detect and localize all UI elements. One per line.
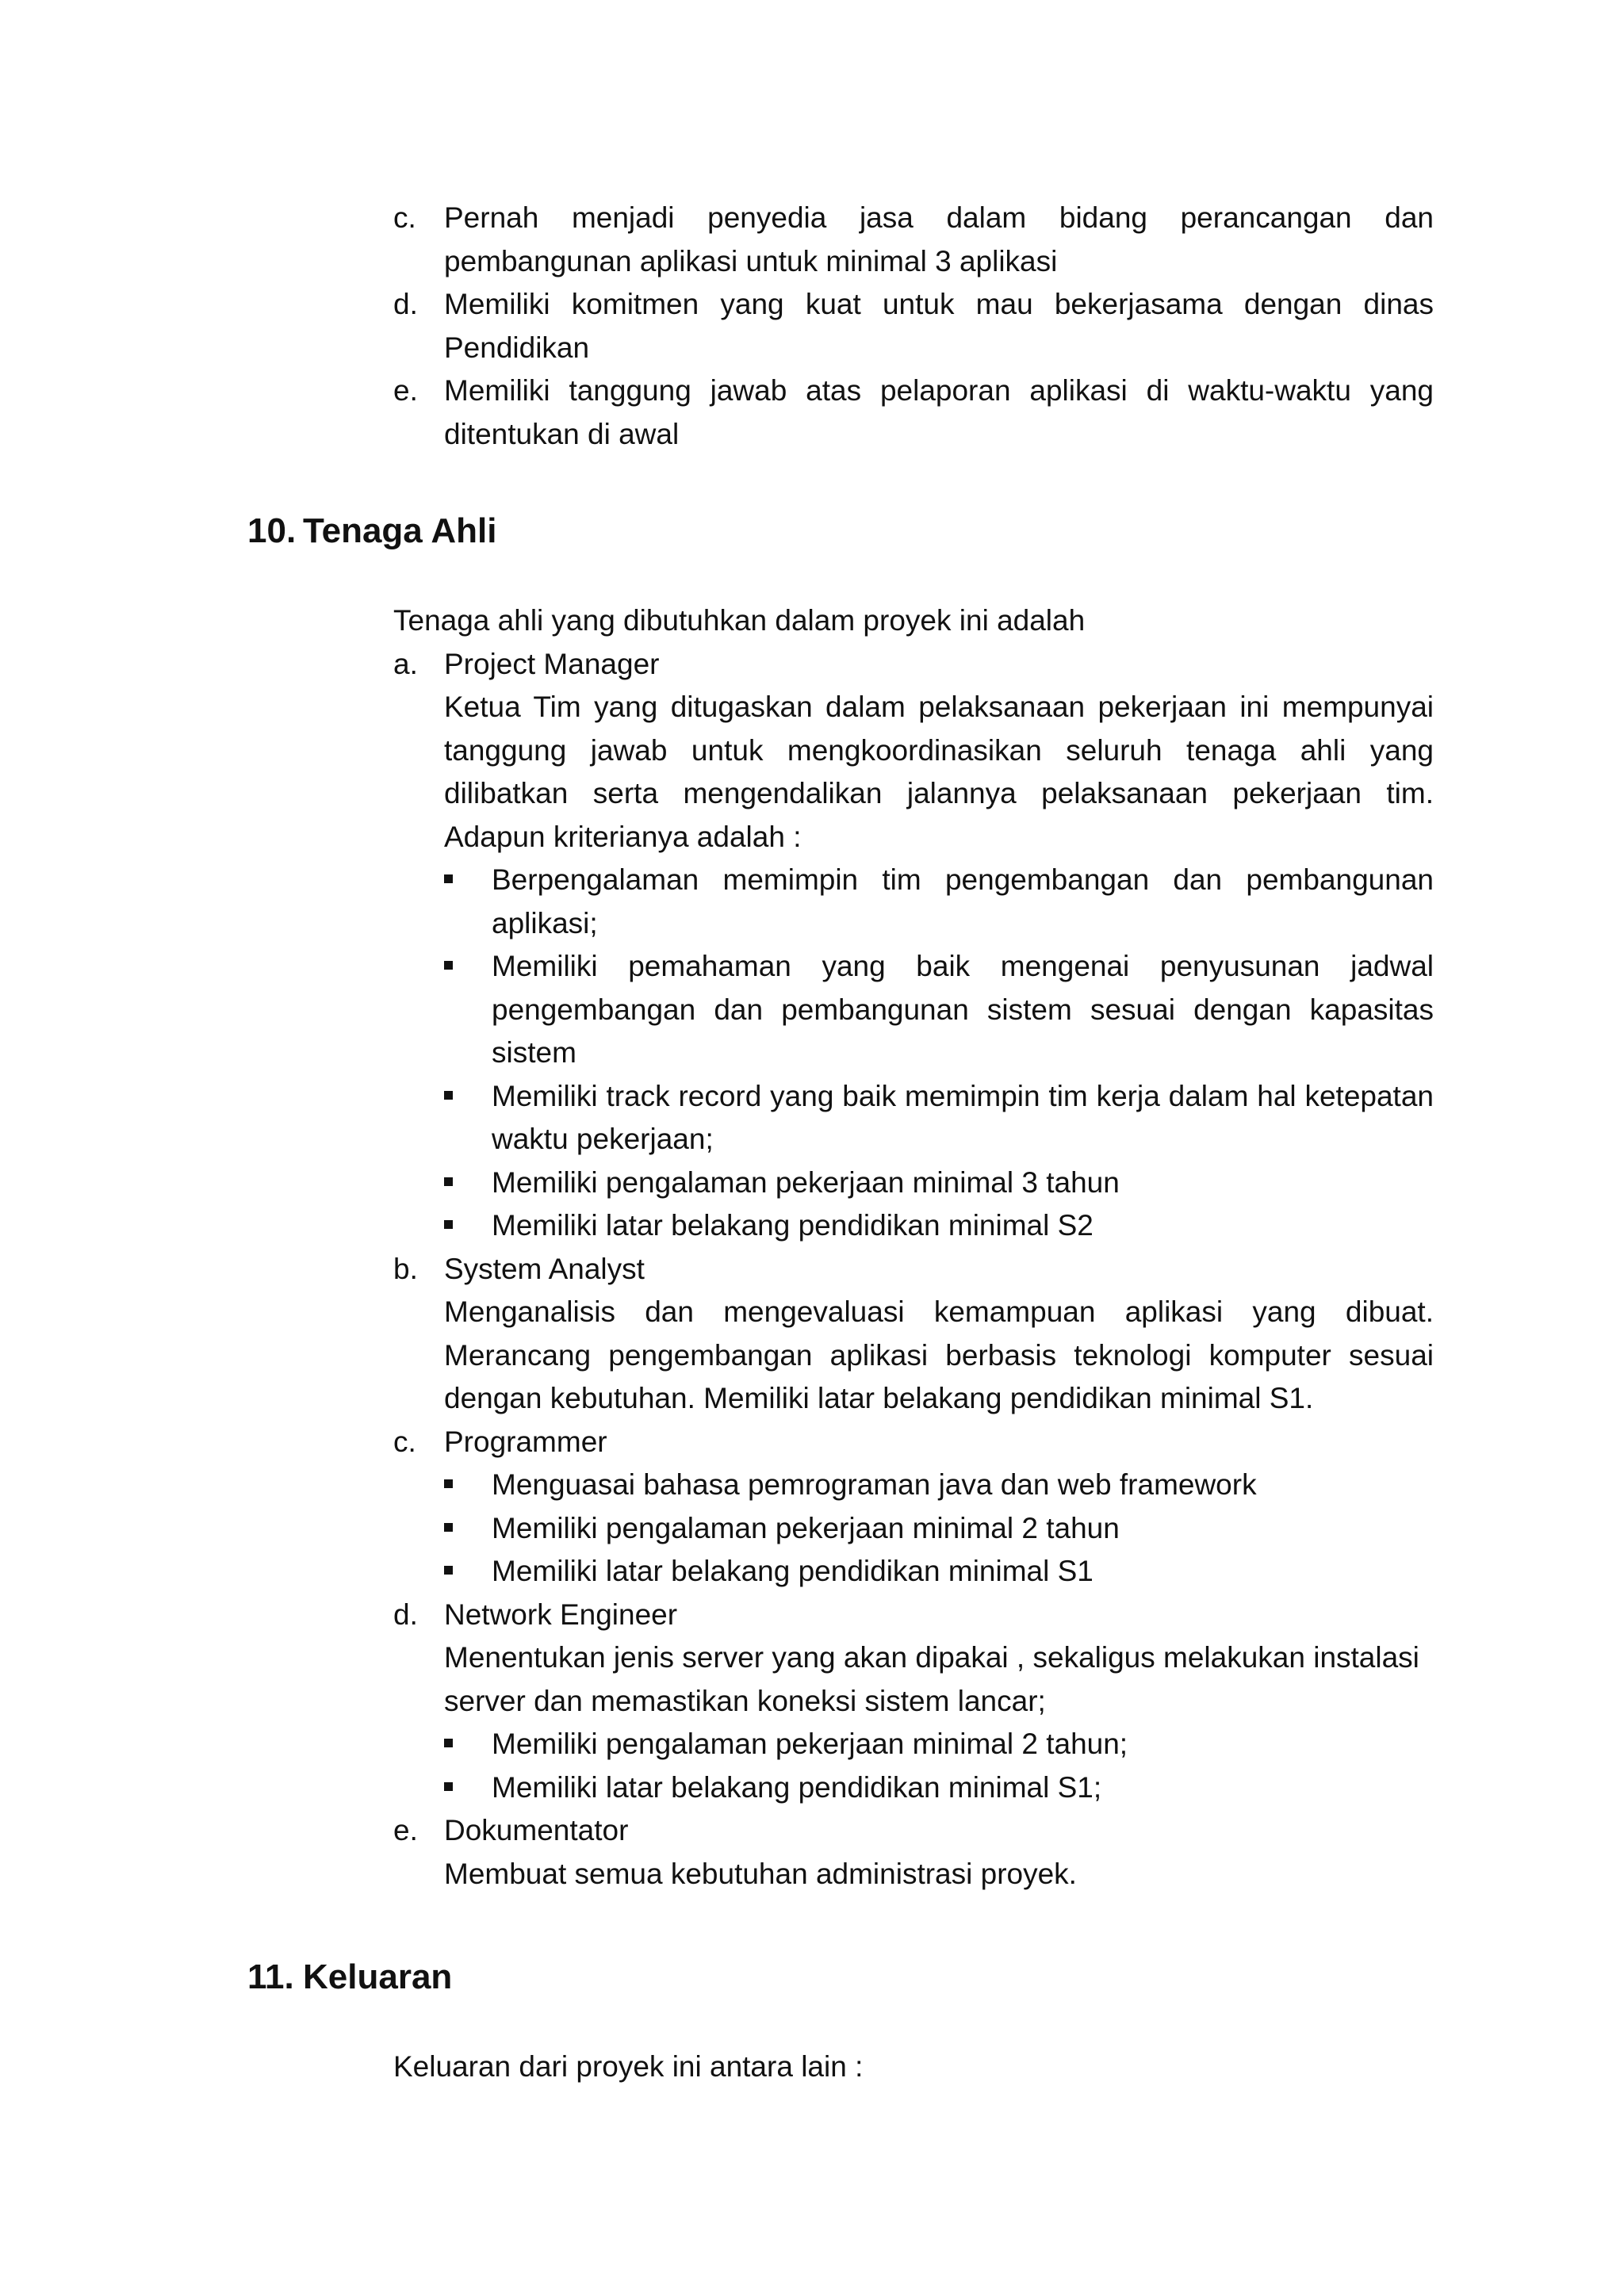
list-item <box>393 197 1434 283</box>
bullet-item: Berpengalaman memimpin tim pengembangan dan pembangunan aplikasi; <box>393 859 1434 945</box>
bullet-square-icon <box>444 1566 453 1575</box>
expert-item-system-analyst <box>393 1248 1434 1421</box>
list-item-text: Pernah menjadi penyedia jasa dalam bidang perancangan dan pembangunan aplikasi untuk minimal 3 aplikasi <box>444 201 1434 277</box>
expert-title: Network Engineer <box>444 1598 678 1631</box>
list-marker: e. <box>393 1814 418 1846</box>
section-title: Keluaran <box>303 1957 453 1996</box>
list-marker: d. <box>393 1598 418 1631</box>
expert-description: Ketua Tim yang ditugaskan dalam pelaksanaan pekerjaan ini mempunyai tanggung jawab untuk mengkoordinasikan seluruh tenaga ahli yang dilibatkan serta mengendalikan jalannya pelaksanaan pekerjaan tim. Adapun kriterianya adalah : <box>444 691 1434 853</box>
section-body-11 <box>393 2045 1434 2089</box>
section-number: 11. <box>247 1957 294 1996</box>
bullet-item: Memiliki pengalaman pekerjaan minimal 2 tahun; <box>393 1723 1434 1766</box>
expert-description: Menentukan jenis server yang akan dipakai , sekaligus melakukan instalasi server dan memastikan koneksi sistem lancar; <box>444 1641 1419 1717</box>
bullet-list <box>393 1723 1434 1809</box>
list-marker: e. <box>393 374 418 407</box>
section-intro: Keluaran dari proyek ini antara lain : <box>393 2050 864 2083</box>
bullet-square-icon <box>444 1523 453 1532</box>
expert-description: Membuat semua kebutuhan administrasi proyek. <box>444 1857 1077 1890</box>
bullet-item: Memiliki latar belakang pendidikan minimal S1 <box>393 1550 1434 1594</box>
expert-item-programmer <box>393 1421 1434 1464</box>
bullet-square-icon <box>444 1479 453 1488</box>
section-intro: Tenaga ahli yang dibutuhkan dalam proyek ini adalah <box>393 604 1086 637</box>
list-marker: b. <box>393 1252 418 1285</box>
bullet-item: Memiliki pengalaman pekerjaan minimal 3 tahun <box>393 1161 1434 1205</box>
bullet-item: Memiliki latar belakang pendidikan minimal S1; <box>393 1766 1434 1810</box>
bullet-square-icon <box>444 1091 453 1100</box>
expert-item-dokumentator <box>393 1809 1434 1896</box>
expert-title: Programmer <box>444 1425 607 1458</box>
bullet-item: Menguasai bahasa pemrograman java dan web framework <box>393 1464 1434 1507</box>
bullet-square-icon <box>444 961 453 970</box>
expert-description: Menganalisis dan mengevaluasi kemampuan aplikasi yang dibuat. Merancang pengembangan aplikasi berbasis teknologi komputer sesuai dengan kebutuhan. Memiliki latar belakang pendidikan minimal S1. <box>444 1295 1434 1414</box>
bullet-square-icon <box>444 1220 453 1229</box>
bullet-item: Memiliki pengalaman pekerjaan minimal 2 tahun <box>393 1507 1434 1551</box>
expert-item-project-manager <box>393 643 1434 859</box>
section-number: 10. <box>247 511 297 550</box>
expert-title: Dokumentator <box>444 1814 629 1846</box>
section-body-10 <box>393 599 1434 1896</box>
section-title: Tenaga Ahli <box>303 511 497 550</box>
list-marker: a. <box>393 647 418 680</box>
list-marker: d. <box>393 288 418 320</box>
bullet-square-icon <box>444 874 453 883</box>
list-item <box>393 283 1434 369</box>
expert-item-network-engineer <box>393 1594 1434 1724</box>
bullet-list <box>393 1464 1434 1594</box>
list-item-text: Memiliki komitmen yang kuat untuk mau bekerjasama dengan dinas Pendidikan <box>444 288 1434 364</box>
bullet-square-icon <box>444 1782 453 1791</box>
bullet-item: Memiliki pemahaman yang baik mengenai penyusunan jadwal pengembangan dan pembangunan sistem sesuai dengan kapasitas sistem <box>393 945 1434 1075</box>
expert-title: Project Manager <box>444 647 660 680</box>
top-list <box>393 197 1434 456</box>
list-marker: c. <box>393 1425 416 1458</box>
bullet-list <box>393 859 1434 1248</box>
section-heading-10 <box>247 507 496 555</box>
section-heading-11 <box>247 1954 452 2001</box>
list-marker: c. <box>393 201 416 234</box>
list-item <box>393 369 1434 456</box>
bullet-square-icon <box>444 1739 453 1747</box>
bullet-item: Memiliki latar belakang pendidikan minimal S2 <box>393 1204 1434 1248</box>
bullet-item: Memiliki track record yang baik memimpin tim kerja dalam hal ketepatan waktu pekerjaan; <box>393 1075 1434 1161</box>
list-item-text: Memiliki tanggung jawab atas pelaporan aplikasi di waktu-waktu yang ditentukan di awal <box>444 374 1434 450</box>
expert-title: System Analyst <box>444 1252 645 1285</box>
bullet-square-icon <box>444 1177 453 1186</box>
